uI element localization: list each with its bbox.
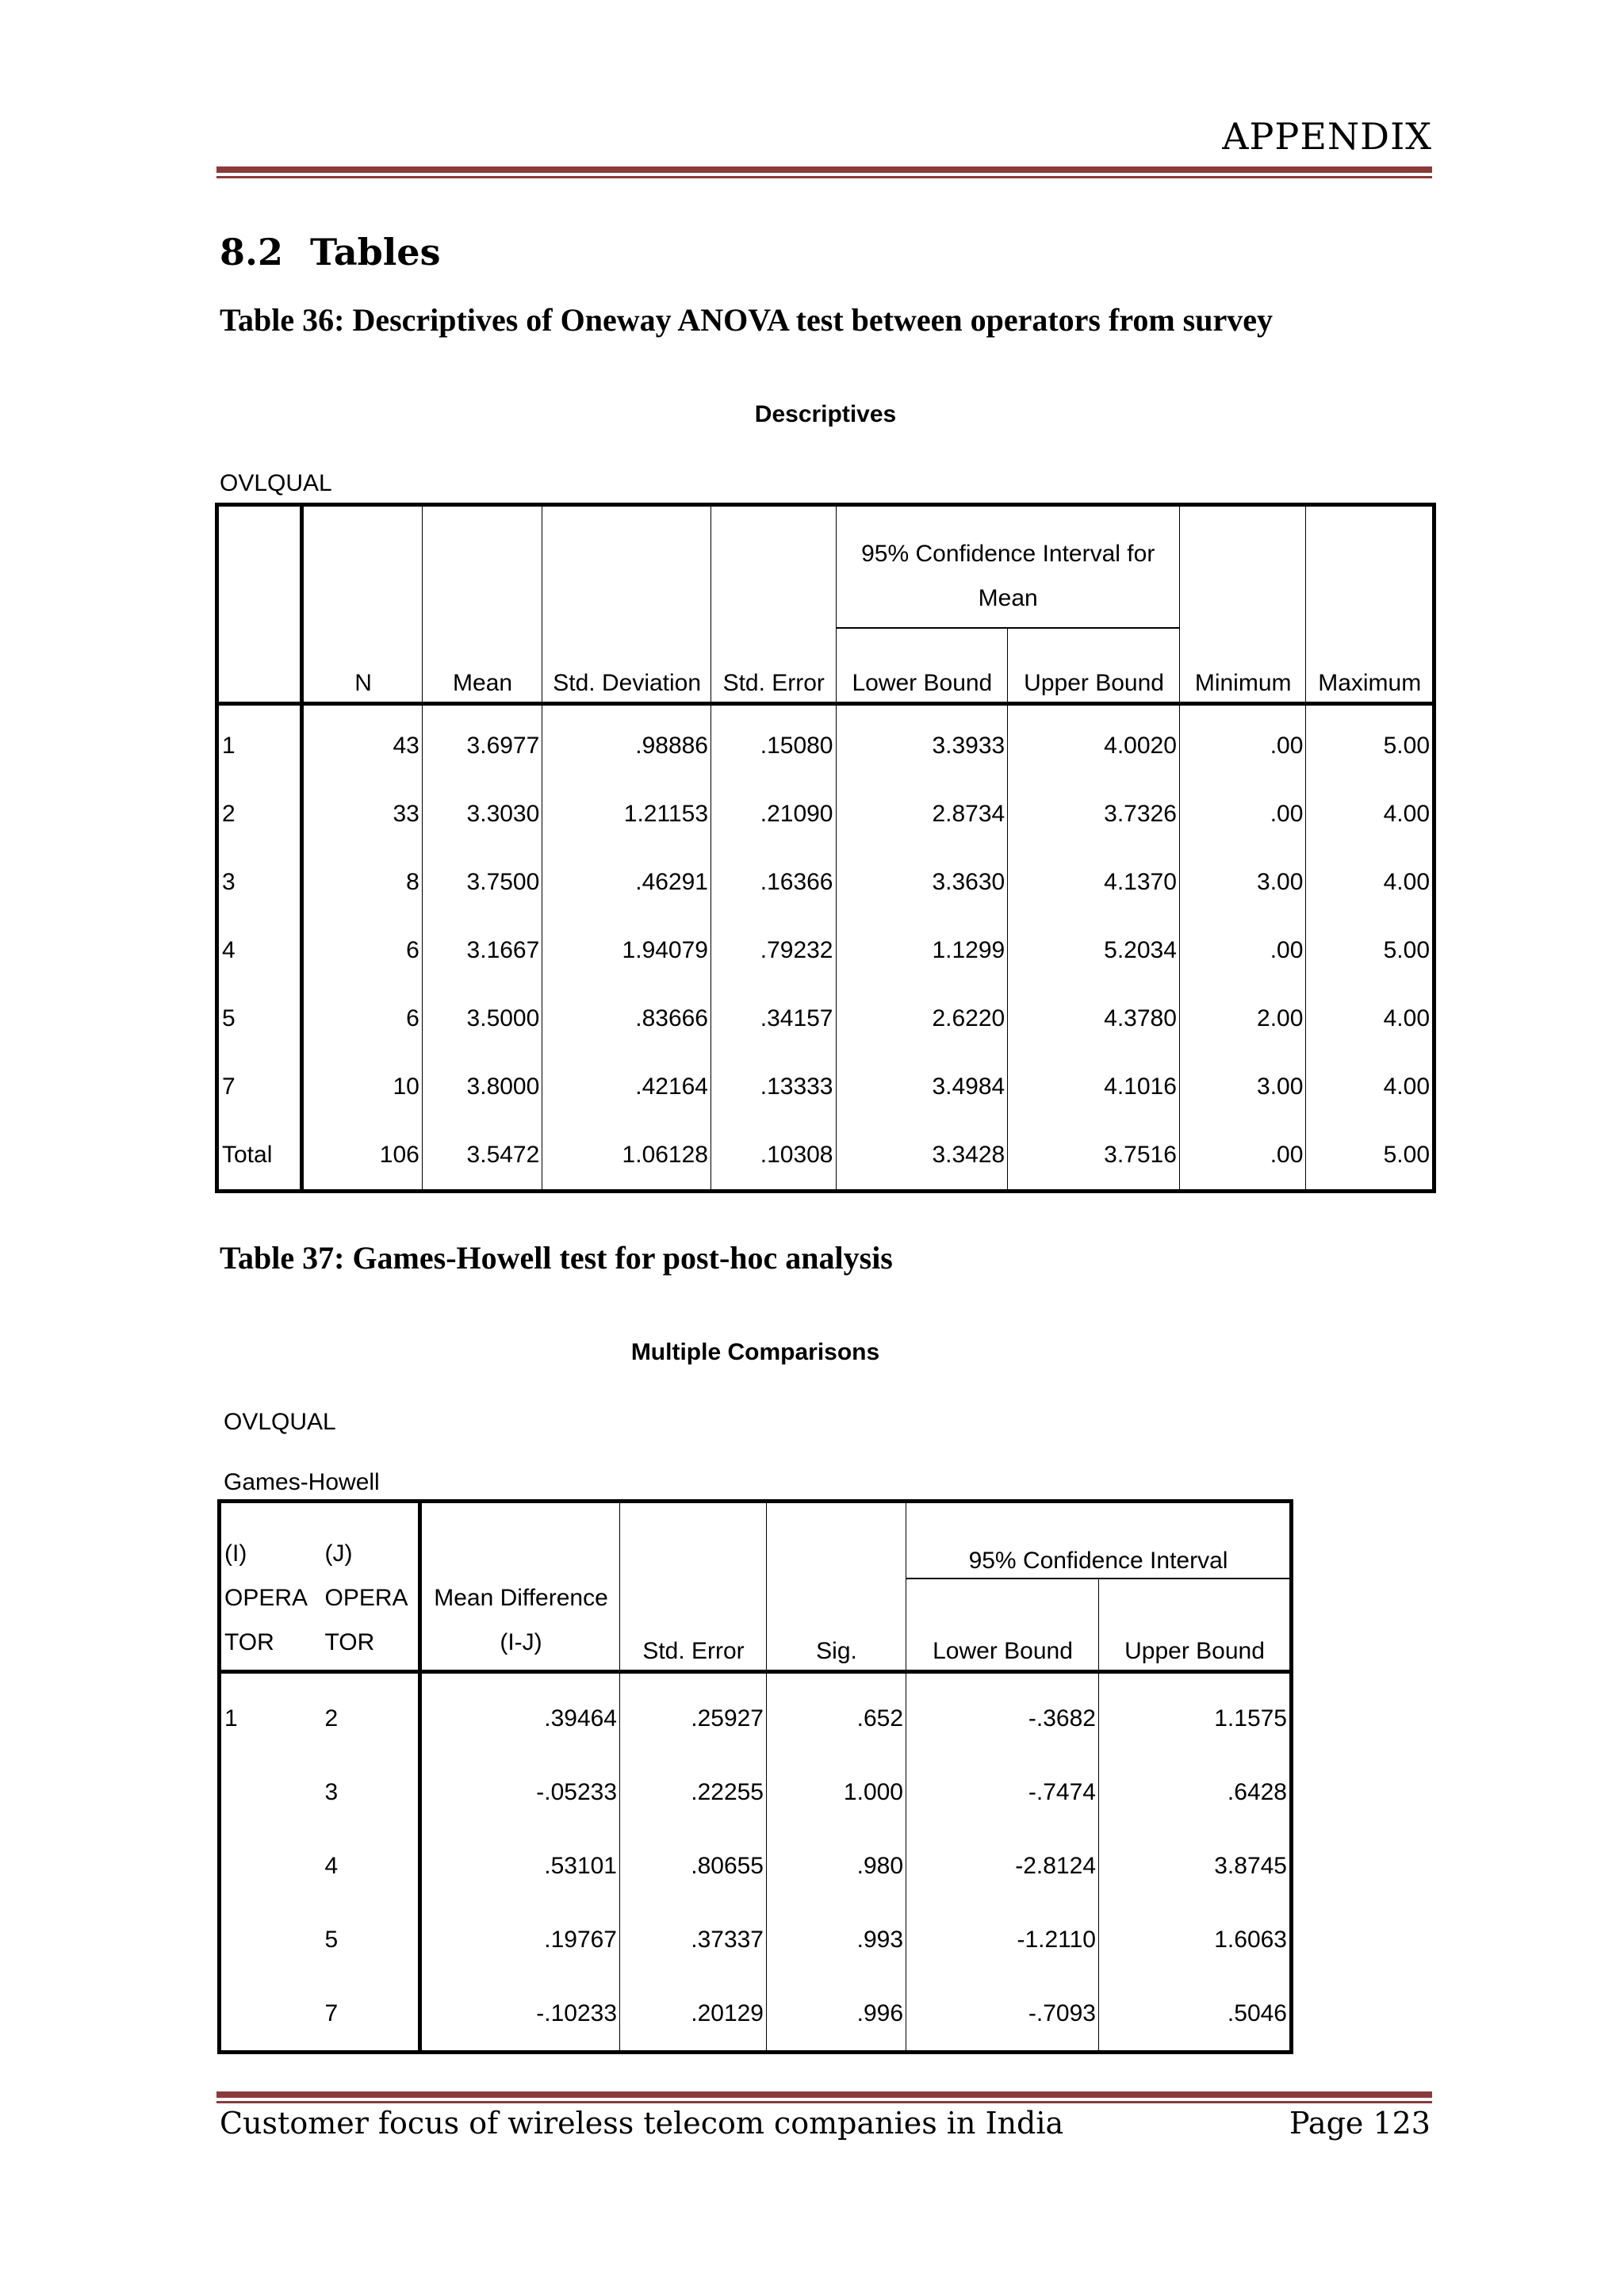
cell-lower-bound: 2.8734 — [836, 780, 1008, 848]
cell-n: 43 — [302, 704, 422, 781]
footer-rule — [216, 2091, 1432, 2098]
cell-mean-difference: -.05233 — [420, 1755, 620, 1829]
cell-upper-bound: .6428 — [1099, 1755, 1292, 1829]
cell-operator-i — [220, 1976, 322, 2053]
header-cell-ci: 95% Confidence Interval for Mean — [836, 505, 1179, 629]
table-row — [217, 916, 1434, 985]
cell-mean-difference: .39464 — [420, 1672, 620, 1756]
header-i-line1: (I) — [224, 1540, 247, 1567]
cell-n: 6 — [302, 985, 422, 1053]
cell-std-error: .13333 — [711, 1053, 837, 1121]
cell-std-error: .37337 — [620, 1903, 767, 1976]
table-row — [217, 1053, 1434, 1121]
cell-std-deviation: 1.94079 — [542, 916, 711, 985]
cell-mean: 3.5472 — [422, 1121, 542, 1192]
header-cell-minimum: Minimum — [1179, 505, 1306, 704]
table37-caption: Table 37: Games-Howell test for post-hoc analysis — [220, 1240, 893, 1276]
row-label: Total — [222, 1142, 273, 1168]
cell-lower-bound: -2.8124 — [906, 1829, 1099, 1903]
header-cell-lower-bound: Lower Bound — [906, 1578, 1099, 1672]
header-i-line3: TOR — [224, 1629, 274, 1655]
cell-std-deviation: .42164 — [542, 1053, 711, 1121]
cell-std-error: .15080 — [711, 704, 837, 781]
cell-std-error: .25927 — [620, 1672, 767, 1756]
header-cell-n: N — [302, 505, 422, 704]
header-cell-mean-difference — [420, 1502, 620, 1672]
cell-operator-i — [220, 1829, 322, 1903]
cell-maximum: 5.00 — [1306, 704, 1434, 781]
table37-method: Games-Howell — [224, 1469, 380, 1495]
cell-sig: .980 — [767, 1829, 906, 1903]
cell-upper-bound: 1.1575 — [1099, 1672, 1292, 1756]
row-label: 4 — [222, 937, 236, 963]
cell-lower-bound: -1.2110 — [906, 1903, 1099, 1976]
cell-upper-bound: 3.7326 — [1008, 780, 1180, 848]
cell-mean-difference: .19767 — [420, 1903, 620, 1976]
cell-operator-j: 7 — [324, 1999, 339, 2026]
header-cell-maximum: Maximum — [1306, 505, 1434, 704]
row-label: 7 — [222, 1073, 236, 1100]
cell-lower-bound: 2.6220 — [836, 985, 1008, 1053]
header-j-line3: TOR — [324, 1629, 375, 1655]
section-number: 8.2 — [220, 231, 284, 274]
cell-std-error: .79232 — [711, 916, 837, 985]
table-row — [217, 848, 1434, 916]
cell-maximum: 4.00 — [1306, 848, 1434, 916]
cell-mean-difference: .53101 — [420, 1829, 620, 1903]
cell-maximum: 4.00 — [1306, 985, 1434, 1053]
cell-n: 33 — [302, 780, 422, 848]
section-title: Tables — [310, 231, 441, 274]
header-cell-operator-j — [322, 1502, 420, 1672]
cell-lower-bound: 3.3933 — [836, 704, 1008, 781]
table-row-total — [217, 1121, 1434, 1192]
header-cell-sig: Sig. — [767, 1502, 906, 1672]
header-cell-std-deviation: Std. Deviation — [542, 505, 711, 704]
cell-upper-bound: 4.3780 — [1008, 985, 1180, 1053]
cell-sig: .993 — [767, 1903, 906, 1976]
cell-operator-j: 3 — [324, 1778, 339, 1805]
cell-n: 10 — [302, 1053, 422, 1121]
cell-n: 106 — [302, 1121, 422, 1192]
cell-operator-i — [220, 1755, 322, 1829]
cell-mean: 3.6977 — [422, 704, 542, 781]
table-row — [220, 1903, 1292, 1976]
cell-std-deviation: .98886 — [542, 704, 711, 781]
cell-lower-bound: -.7474 — [906, 1755, 1099, 1829]
header-j-line2: OPERA — [324, 1585, 408, 1611]
header-mean-diff-line1: Mean Difference — [434, 1585, 608, 1611]
cell-n: 8 — [302, 848, 422, 916]
row-label: 3 — [222, 869, 236, 895]
cell-minimum: .00 — [1179, 1121, 1306, 1192]
cell-mean: 3.5000 — [422, 985, 542, 1053]
cell-minimum: .00 — [1179, 704, 1306, 781]
footer-rule-thin — [216, 2101, 1432, 2103]
cell-std-error: .80655 — [620, 1829, 767, 1903]
cell-mean: 3.7500 — [422, 848, 542, 916]
header-rule-thin — [216, 176, 1432, 178]
table-row — [217, 985, 1434, 1053]
cell-operator-j: 4 — [324, 1852, 339, 1879]
cell-std-deviation: 1.06128 — [542, 1121, 711, 1192]
cell-maximum: 4.00 — [1306, 780, 1434, 848]
cell-upper-bound: 4.1370 — [1008, 848, 1180, 916]
multiple-comparisons-table — [217, 1499, 1293, 2054]
cell-minimum: 3.00 — [1179, 1053, 1306, 1121]
cell-operator-j: 2 — [324, 1705, 339, 1732]
header-cell-upper-bound: Upper Bound — [1099, 1578, 1292, 1672]
table-row — [220, 1976, 1292, 2053]
cell-lower-bound: 3.3630 — [836, 848, 1008, 916]
header-cell-blank — [217, 505, 302, 704]
table-row — [220, 1829, 1292, 1903]
cell-std-deviation: .46291 — [542, 848, 711, 916]
cell-operator-i: 1 — [224, 1705, 238, 1732]
cell-upper-bound: 4.1016 — [1008, 1053, 1180, 1121]
cell-minimum: .00 — [1179, 780, 1306, 848]
table37-variable: OVLQUAL — [224, 1409, 336, 1435]
cell-lower-bound: -.7093 — [906, 1976, 1099, 2053]
cell-minimum: .00 — [1179, 916, 1306, 985]
cell-mean: 3.3030 — [422, 780, 542, 848]
cell-n: 6 — [302, 916, 422, 985]
page-number: Page 123 — [1289, 2106, 1431, 2141]
cell-upper-bound: 3.7516 — [1008, 1121, 1180, 1192]
cell-upper-bound: 3.8745 — [1099, 1829, 1292, 1903]
cell-sig: .652 — [767, 1672, 906, 1756]
cell-lower-bound: -.3682 — [906, 1672, 1099, 1756]
cell-lower-bound: 3.4984 — [836, 1053, 1008, 1121]
cell-std-error: .16366 — [711, 848, 837, 916]
cell-operator-j: 5 — [324, 1926, 339, 1953]
cell-upper-bound: 1.6063 — [1099, 1903, 1292, 1976]
cell-sig: .996 — [767, 1976, 906, 2053]
header-i-line2: OPERA — [224, 1585, 308, 1611]
header-mean-diff-line2: (I-J) — [500, 1629, 542, 1655]
header-cell-std-error: Std. Error — [620, 1502, 767, 1672]
row-label: 2 — [222, 801, 236, 827]
cell-std-error: .20129 — [620, 1976, 767, 2053]
cell-maximum: 5.00 — [1306, 1121, 1434, 1192]
row-label: 1 — [222, 733, 236, 759]
cell-maximum: 4.00 — [1306, 1053, 1434, 1121]
cell-lower-bound: 3.3428 — [836, 1121, 1008, 1192]
header-cell-upper-bound: Upper Bound — [1008, 628, 1180, 704]
table-row — [220, 1755, 1292, 1829]
footer-title: Customer focus of wireless telecom companies in India — [220, 2106, 1064, 2141]
table37-spss-title: Multiple Comparisons — [630, 1339, 880, 1365]
cell-std-error: .34157 — [711, 985, 837, 1053]
header-cell-lower-bound: Lower Bound — [836, 628, 1008, 704]
cell-operator-i — [220, 1903, 322, 1976]
cell-std-deviation: .83666 — [542, 985, 711, 1053]
cell-std-error: .21090 — [711, 780, 837, 848]
cell-std-deviation: 1.21153 — [542, 780, 711, 848]
cell-mean: 3.1667 — [422, 916, 542, 985]
cell-minimum: 2.00 — [1179, 985, 1306, 1053]
header-cell-std-error: Std. Error — [711, 505, 837, 704]
descriptives-table — [215, 503, 1436, 1193]
cell-std-error: .22255 — [620, 1755, 767, 1829]
header-rule — [216, 166, 1432, 173]
cell-upper-bound: .5046 — [1099, 1976, 1292, 2053]
cell-sig: 1.000 — [767, 1755, 906, 1829]
cell-lower-bound: 1.1299 — [836, 916, 1008, 985]
header-cell-operator-i — [220, 1502, 322, 1672]
table36-variable: OVLQUAL — [220, 470, 332, 496]
cell-mean-difference: -.10233 — [420, 1976, 620, 2053]
table-row — [217, 780, 1434, 848]
cell-upper-bound: 5.2034 — [1008, 916, 1180, 985]
table36-caption: Table 36: Descriptives of Oneway ANOVA test between operators from survey — [220, 302, 1273, 338]
cell-upper-bound: 4.0020 — [1008, 704, 1180, 781]
cell-minimum: 3.00 — [1179, 848, 1306, 916]
header-cell-ci: 95% Confidence Interval — [906, 1502, 1292, 1579]
header-j-line1: (J) — [324, 1540, 353, 1567]
cell-maximum: 5.00 — [1306, 916, 1434, 985]
header-cell-mean: Mean — [422, 505, 542, 704]
cell-std-error: .10308 — [711, 1121, 837, 1192]
page-header-title: APPENDIX — [1222, 115, 1432, 158]
table36-spss-title: Descriptives — [754, 401, 897, 427]
row-label: 5 — [222, 1005, 236, 1031]
section-heading — [220, 231, 440, 274]
cell-mean: 3.8000 — [422, 1053, 542, 1121]
table-row — [220, 1672, 1292, 1756]
table-row — [217, 704, 1434, 781]
